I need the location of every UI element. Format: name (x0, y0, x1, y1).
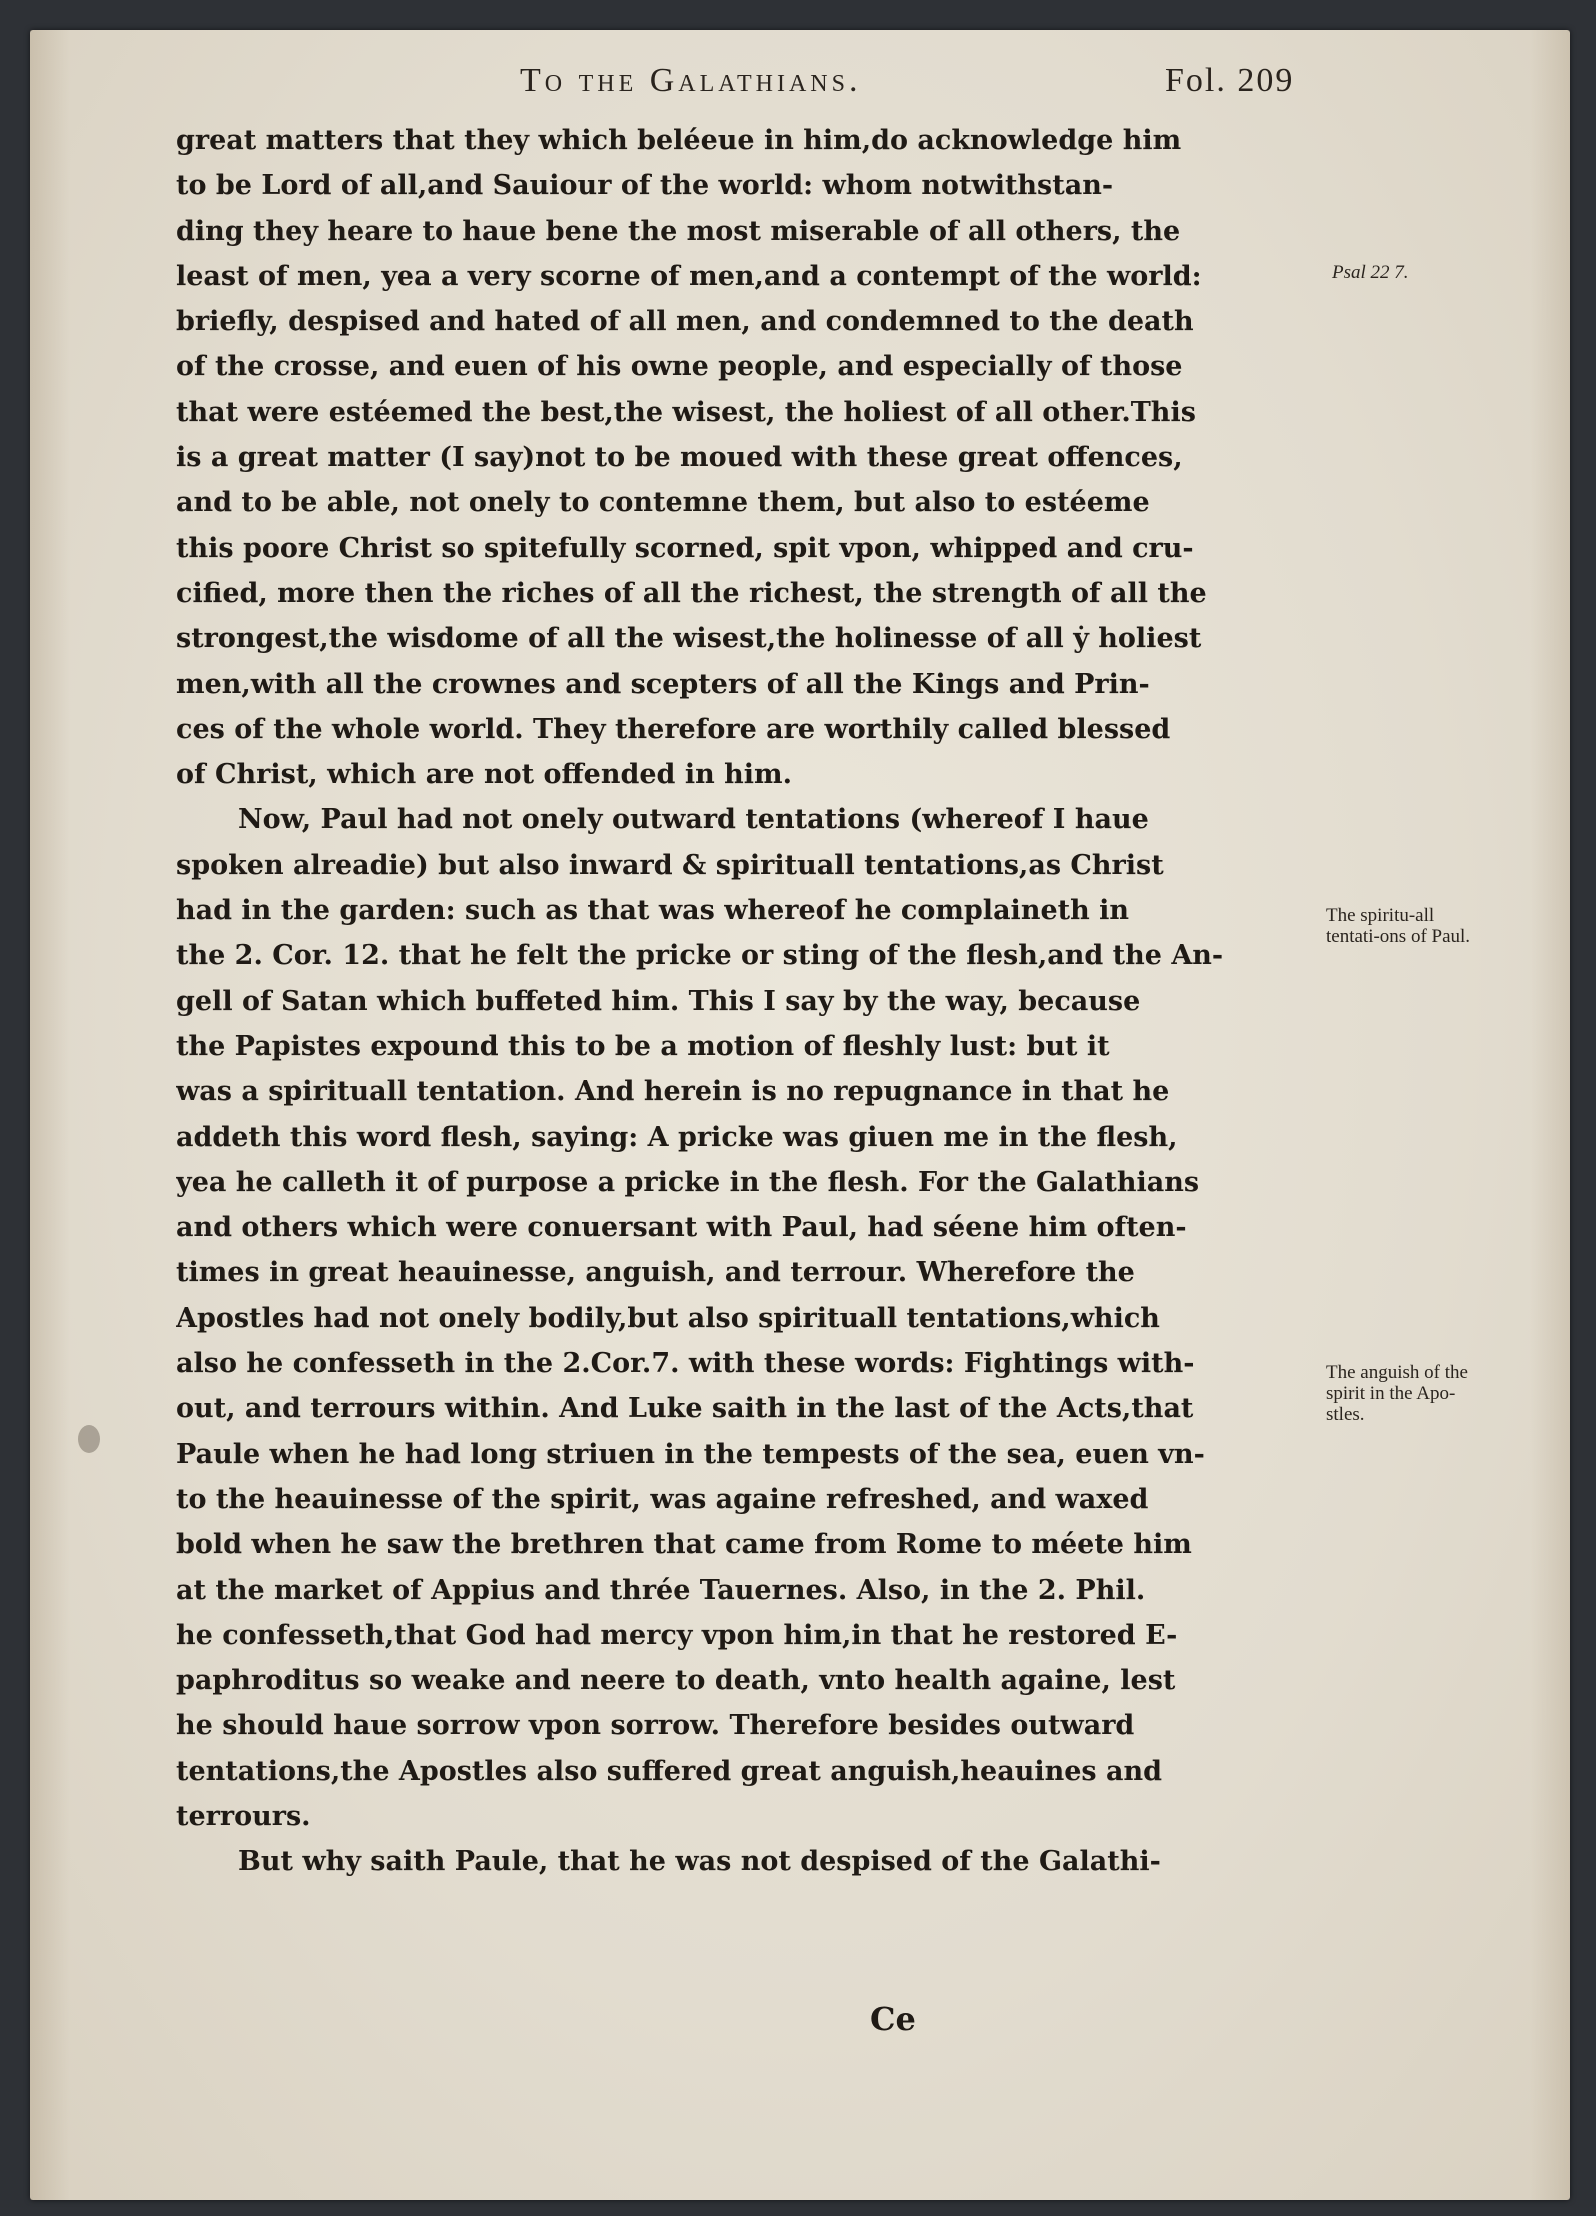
text-line: out, and terrours within. And Luke saith in the last of the Acts,that (176, 1393, 1194, 1425)
text-line: he confesseth,that God had mercy vpon him,in that he restored E- (176, 1619, 1178, 1651)
text-line: to be Lord of all,and Sauiour of the world: whom notwithstan- (176, 170, 1114, 202)
text-line: Apostles had not onely bodily,but also spirituall tentations,which (176, 1302, 1160, 1334)
page-edge-stain-left (30, 30, 70, 2200)
text-line: times in great heauinesse, anguish, and terrour. Wherefore the (176, 1257, 1135, 1289)
text-line: ces of the whole world. They therefore are worthily called blessed (176, 713, 1171, 745)
text-line: he should haue sorrow vpon sorrow. Therefore besides outward (176, 1710, 1135, 1742)
folio-number: Fol. 209 (1165, 62, 1295, 99)
text-line: and to be able, not onely to contemne them, but also to estéeme (176, 487, 1150, 519)
margin-note-anguish: The anguish of the spirit in the Apo-stles. (1326, 1362, 1468, 1425)
running-header: To the Galathians. (520, 62, 862, 99)
text-line: this poore Christ so spitefully scorned, spit vpon, whipped and cru- (176, 532, 1194, 564)
text-line: ding they heare to haue bene the most miserable of all others, the (176, 215, 1181, 247)
text-line: addeth this word flesh, saying: A pricke was giuen me in the flesh, (176, 1121, 1178, 1153)
text-line: least of men, yea a very scorne of men,and a contempt of the world: (176, 260, 1202, 292)
text-line-paragraph-start: Now, Paul had not onely outward tentations (whereof I haue (238, 804, 1149, 836)
text-line: of Christ, which are not offended in him. (176, 759, 792, 791)
text-line: bold when he saw the brethren that came from Rome to méete him (176, 1529, 1192, 1561)
text-line: of the crosse, and euen of his owne people, and especially of those (176, 351, 1183, 383)
text-line: the 2. Cor. 12. that he felt the pricke or sting of the flesh,and the An- (176, 940, 1224, 972)
text-line: also he confesseth in the 2.Cor.7. with these words: Fightings with- (176, 1348, 1195, 1380)
body-text (176, 118, 1356, 1885)
text-line: spoken alreadie) but also inward & spirituall tentations,as Christ (176, 849, 1164, 881)
ink-blot (78, 1425, 100, 1453)
text-line: gell of Satan which buffeted him. This I say by the way, because (176, 985, 1141, 1017)
text-line: is a great matter (I say)not to be moued with these great offences, (176, 442, 1183, 474)
text-line: that were estéemed the best,the wisest, the holiest of all other.This (176, 396, 1196, 428)
text-line: tentations,the Apostles also suffered great anguish,heauines and (176, 1755, 1163, 1787)
text-line: paphroditus so weake and neere to death, vnto health againe, lest (176, 1665, 1176, 1697)
text-line: terrours. (176, 1800, 311, 1832)
text-line: yea he calleth it of purpose a pricke in the flesh. For the Galathians (176, 1166, 1200, 1198)
text-line: at the market of Appius and thrée Tauernes. Also, in the 2. Phil. (176, 1574, 1146, 1606)
margin-note-psalm: Psal 22 7. (1332, 262, 1409, 283)
text-line: to the heauinesse of the spirit, was againe refreshed, and waxed (176, 1483, 1149, 1515)
text-line-paragraph-start: But why saith Paule, that he was not despised of the Galathi- (238, 1846, 1161, 1878)
text-line: briefly, despised and hated of all men, and condemned to the death (176, 306, 1194, 338)
text-line: and others which were conuersant with Paul, had séene him often- (176, 1212, 1187, 1244)
margin-note-spiritual-tentations: The spiritu-all tentati-ons of Paul. (1326, 905, 1471, 947)
text-line: had in the garden: such as that was whereof he complaineth in (176, 895, 1130, 927)
text-line: Paule when he had long striuen in the tempests of the sea, euen vn- (176, 1438, 1205, 1470)
text-line: was a spirituall tentation. And herein is no repugnance in that he (176, 1076, 1170, 1108)
text-line: cified, more then the riches of all the richest, the strength of all the (176, 577, 1207, 609)
page-edge-stain-right (1530, 30, 1570, 2200)
text-line: men,with all the crownes and scepters of all the Kings and Prin- (176, 668, 1150, 700)
catchword: Ce (870, 2000, 916, 2038)
text-line: great matters that they which beléeue in him,do acknowledge him (176, 125, 1182, 156)
text-line: the Papistes expound this to be a motion of fleshly lust: but it (176, 1030, 1110, 1062)
text-line: strongest,the wisdome of all the wisest,the holinesse of all ẏ holiest (176, 623, 1202, 655)
